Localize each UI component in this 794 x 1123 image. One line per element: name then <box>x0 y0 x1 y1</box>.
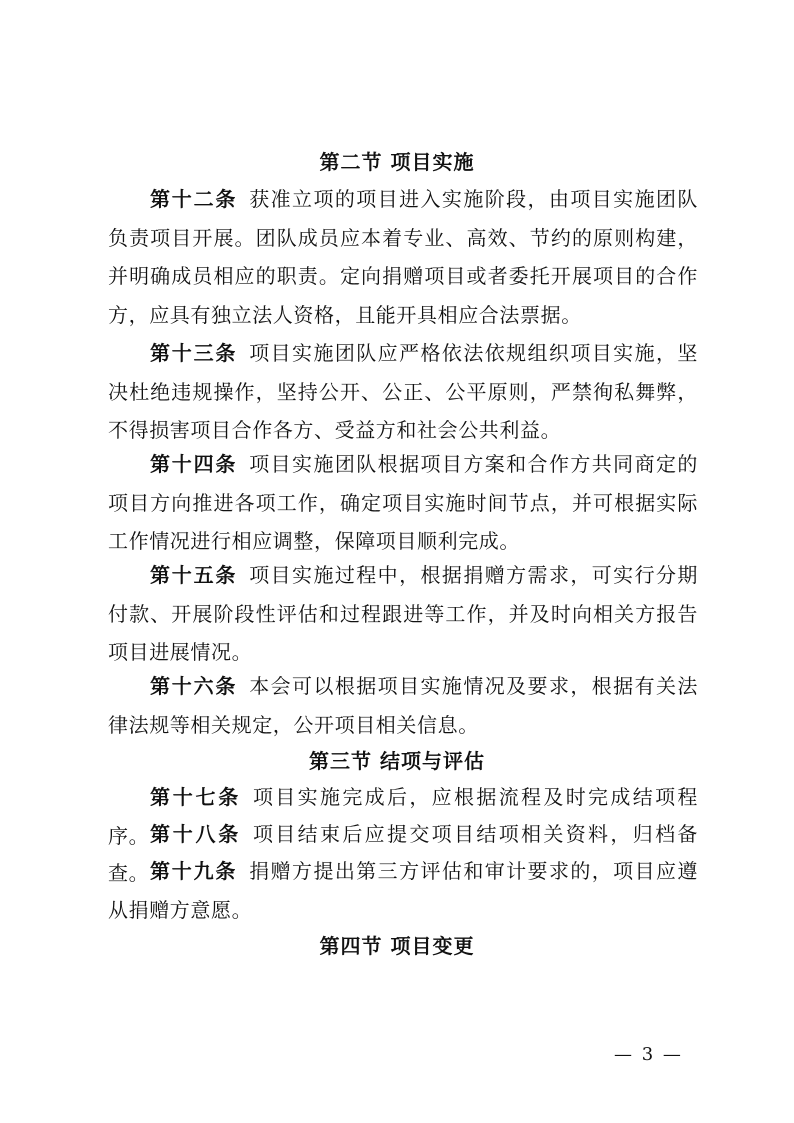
article-text: 项目实施团队应严格依法依规组织项目实施，坚决杜绝违规操作，坚持公开、公正、公平原则，严禁徇私舞弊，不得损害项目合作各方、受益方和社会公共利益。 <box>108 341 698 443</box>
article-14 <box>108 445 698 561</box>
article-number: 第十八条 <box>150 822 241 846</box>
article-12 <box>108 180 698 334</box>
article-text: 本会可以根据项目实施情况及要求，根据有关法律法规等相关规定，公开项目相关信息。 <box>108 674 698 737</box>
article-number: 第十四条 <box>150 452 238 476</box>
article-number: 第十九条 <box>150 859 238 883</box>
article-text: 项目实施过程中，根据捐赠方需求，可实行分期付款、开展阶段性评估和过程跟进等工作，并及时向相关方报告项目进展情况。 <box>108 563 698 665</box>
article-number: 第十五条 <box>150 563 238 587</box>
article-number: 第十二条 <box>150 187 238 211</box>
section-heading-3: 第三节 结项与评估 <box>309 749 485 773</box>
article-text: 项目实施团队根据项目方案和合作方共同商定的项目方向推进各项工作，确定项目实施时间节点，并可根据实际工作情况进行相应调整，保障项目顺利完成。 <box>108 452 698 554</box>
article-text: 项目结束后应提交项目结项相关资料，归档备查。 <box>108 822 699 885</box>
page-number: — 3 — <box>614 1044 683 1065</box>
article-13 <box>108 334 698 450</box>
section-heading-4: 第四节 项目变更 <box>319 934 475 958</box>
article-15 <box>108 556 698 672</box>
article-number: 第十七条 <box>150 785 241 809</box>
article-number: 第十六条 <box>150 674 238 698</box>
article-16 <box>108 667 698 744</box>
section-heading-2: 第二节 项目实施 <box>319 150 475 174</box>
article-19 <box>108 852 698 929</box>
article-text: 捐赠方提出第三方评估和审计要求的，项目应遵从捐赠方意愿。 <box>108 859 698 922</box>
article-text: 项目实施完成后，应根据流程及时完成结项程序。 <box>108 785 699 848</box>
article-number: 第十三条 <box>150 341 238 365</box>
article-text: 获准立项的项目进入实施阶段，由项目实施团队负责项目开展。团队成员应本着专业、高效、节约的原则构建，并明确成员相应的职责。定向捐赠项目或者委托开展项目的合作方，应具有独立法人资格，且能开具相应合法票据。 <box>108 187 698 327</box>
